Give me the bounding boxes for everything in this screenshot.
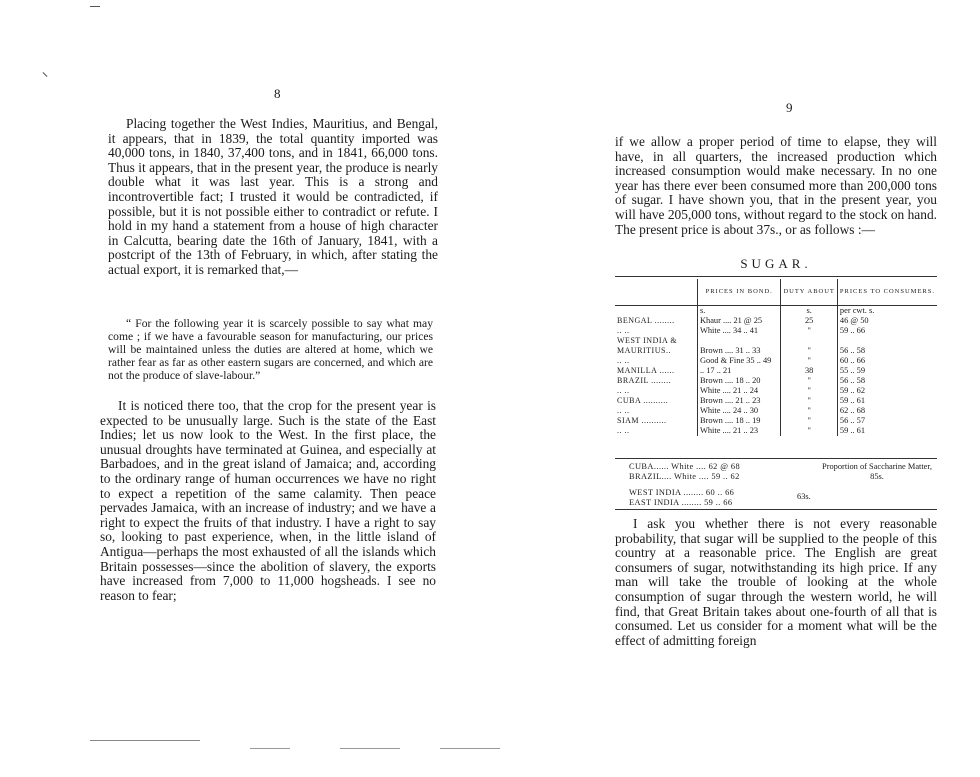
block-quote: “ For the following year it is scarcely possible to say what may come ; if we have a favourable season for manufacturing, our prices will be maintained unless the duties are altered at home, which we rather fear as far as other eastern sugars are concerned, and which are not the produce of slave-labour.” (108, 317, 433, 382)
table-cell-origin: MANILLA ...... (617, 366, 675, 375)
table-cell-bond (697, 336, 780, 346)
table-row (615, 356, 937, 366)
page-number: 8 (274, 86, 281, 101)
price-summary (629, 462, 937, 508)
table-row (615, 416, 937, 426)
table-cell-origin: CUBA .......... (617, 396, 669, 405)
table-cell-duty: " (781, 326, 837, 336)
summary-note: 63s. (797, 492, 811, 501)
table-cell-origin: BRAZIL ........ (617, 376, 672, 385)
table-cell-duty: " (781, 416, 837, 426)
table-cell-bond: Brown .... 18 .. 20 (697, 376, 780, 386)
table-cell-consumer: 56 .. 58 (837, 346, 937, 356)
table-cell-consumer (837, 336, 937, 346)
summary-row: BRAZIL.... White .... 59 .. 62 (629, 472, 740, 481)
table-cell-consumer: 60 .. 66 (837, 356, 937, 366)
summary-row: CUBA...... White .... 62 @ 68 (629, 462, 741, 471)
table-cell-bond: s. (697, 306, 780, 317)
scan-mark (90, 740, 200, 741)
sugar-price-table (615, 279, 937, 436)
table-cell-duty (781, 336, 837, 346)
table-cell-bond: Good & Fine 35 .. 49 (697, 356, 780, 366)
table-cell-duty: 25 (781, 316, 837, 326)
table-cell-duty: " (781, 356, 837, 366)
table-cell-origin: .. .. (617, 406, 630, 415)
table-cell-consumer: 56 .. 58 (837, 376, 937, 386)
table-cell-bond: Brown .... 18 .. 19 (697, 416, 780, 426)
table-row (615, 316, 937, 326)
scan-mark (340, 748, 400, 749)
table-cell-consumer: 62 .. 68 (837, 406, 937, 416)
table-cell-bond: White .... 21 .. 23 (697, 426, 780, 436)
column-header: PRICES IN BOND. (697, 279, 780, 306)
table-cell-origin: SIAM .......... (617, 416, 667, 425)
table-cell-consumer: 59 .. 61 (837, 426, 937, 436)
divider (615, 276, 937, 277)
table-cell-duty: 38 (781, 366, 837, 376)
scan-mark (250, 748, 290, 749)
table-cell-bond: White .... 24 .. 30 (697, 406, 780, 416)
table-cell-bond: White .... 34 .. 41 (697, 326, 780, 336)
table-cell-duty: s. (781, 306, 837, 317)
table-row (615, 346, 937, 356)
table-cell-bond: Brown .... 21 .. 23 (697, 396, 780, 406)
column-header: PRICES TO CONSUMERS. (837, 279, 937, 306)
table-row (615, 306, 937, 317)
table-cell-origin (615, 306, 697, 317)
column-header (615, 279, 697, 306)
table-cell-duty: " (781, 386, 837, 396)
table-cell-duty: " (781, 376, 837, 386)
table-title: SUGAR. (740, 256, 812, 271)
paragraph: if we allow a proper period of time to elapse, they will have, in all quarters, the increased production which increased consumption would make necessary. In no one year has there ever been consumed more than 200,000 tons of sugar. I have shown you, that in the present year, you will have 205,000 tons, without regard to the stock on hand. The present price is about 37s., or as follows :— (615, 134, 937, 237)
table-cell-consumer: 46 @ 50 (837, 316, 937, 326)
scan-mark (90, 6, 100, 7)
table-cell-duty: " (781, 346, 837, 356)
paragraph: It is noticed there too, that the crop for the present year is expected to be unusually large. Such is the state of the East Indies; let us now look to the West. In the first place, the unusual droughts have terminated at Guinea, and especially at Barbadoes, and in the great island of Jamaica; and, according to the ordinary range of human occurrences we have no right to expect a repetition of the same calamity. Then peace pervades Jamaica, with an increase of industry; and we have a right to expect the fruits of that industry. I have a right to say so, looking to past experience, when, in the little island of Antigua—perhaps the most exhausted of all the islands which Britain possesses—since the abolition of slavery, the exports have increased from 7,000 to 11,000 hogsheads. I see no reason to fear; (100, 398, 436, 603)
table-cell-duty: " (781, 406, 837, 416)
table-cell-bond: White .... 21 .. 24 (697, 386, 780, 396)
table-cell-origin: .. .. (617, 426, 630, 435)
paragraph: Placing together the West Indies, Mauritius, and Bengal, it appears, that in 1839, the total quantity imported was 40,000 tons, in 1840, 37,400 tons, and in 1841, 66,000 tons. Thus it appears, that in the present year, the produce is nearly double what it was last year. This is a strong and incontrovertible fact; I trusted it would be contradicted, if possible, but it is not possible either to contradict or refute. I hold in my hand a statement from a house of high character in Calcutta, bearing date the 16th of January, 1841, with a postcript of the 13th of February, in which, after stating the actual export, it is remarked that,— (108, 116, 438, 277)
table-cell-origin: MAURITIUS.. (617, 346, 671, 355)
scan-mark (43, 72, 48, 77)
table-cell-bond: Khaur .... 21 @ 25 (697, 316, 780, 326)
table-cell-consumer: 59 .. 66 (837, 326, 937, 336)
table-row (615, 376, 937, 386)
table-row (615, 396, 937, 406)
table-header-row (615, 279, 937, 306)
divider (615, 458, 937, 459)
table-cell-origin: WEST INDIA & (617, 336, 678, 345)
table-cell-bond: Brown .... 31 .. 33 (697, 346, 780, 356)
table-cell-bond: .. 17 .. 21 (697, 366, 780, 376)
divider (615, 509, 937, 510)
table-cell-consumer: 59 .. 61 (837, 396, 937, 406)
table-cell-duty: " (781, 426, 837, 436)
table-cell-duty: " (781, 396, 837, 406)
table-cell-origin: .. .. (617, 386, 630, 395)
table-cell-origin: .. .. (617, 356, 630, 365)
scan-mark (440, 748, 500, 749)
table-cell-origin: BENGAL ........ (617, 316, 675, 325)
table-cell-consumer: 56 .. 57 (837, 416, 937, 426)
table-row (615, 386, 937, 396)
table-row (615, 366, 937, 376)
table-row (615, 326, 937, 336)
table-row (615, 336, 937, 346)
summary-row: WEST INDIA ........ 60 .. 66 (629, 488, 735, 497)
paragraph: I ask you whether there is not every reasonable probability, that sugar will be supplied to the people of this country at a reasonable price. The English are great consumers of sugar, notwithstanding its high price. If any man will take the trouble of looking at the whole consumption of sugar through the western world, he will find, that Great Britain takes about one-fourth of all that is consumed. Let us consider for a moment what will be the effect of admitting foreign (615, 516, 937, 648)
page-number: 9 (786, 100, 793, 115)
table-row (615, 406, 937, 416)
summary-row: EAST INDIA ........ 59 .. 66 (629, 498, 733, 507)
summary-note: Proportion of Saccharine Matter, 85s. (822, 462, 932, 481)
table-cell-consumer: 55 .. 59 (837, 366, 937, 376)
column-header: DUTY ABOUT (781, 279, 837, 306)
table-cell-consumer: 59 .. 62 (837, 386, 937, 396)
table-row (615, 426, 937, 436)
table-cell-origin: .. .. (617, 326, 630, 335)
table-cell-consumer: per cwt. s. (837, 306, 937, 317)
